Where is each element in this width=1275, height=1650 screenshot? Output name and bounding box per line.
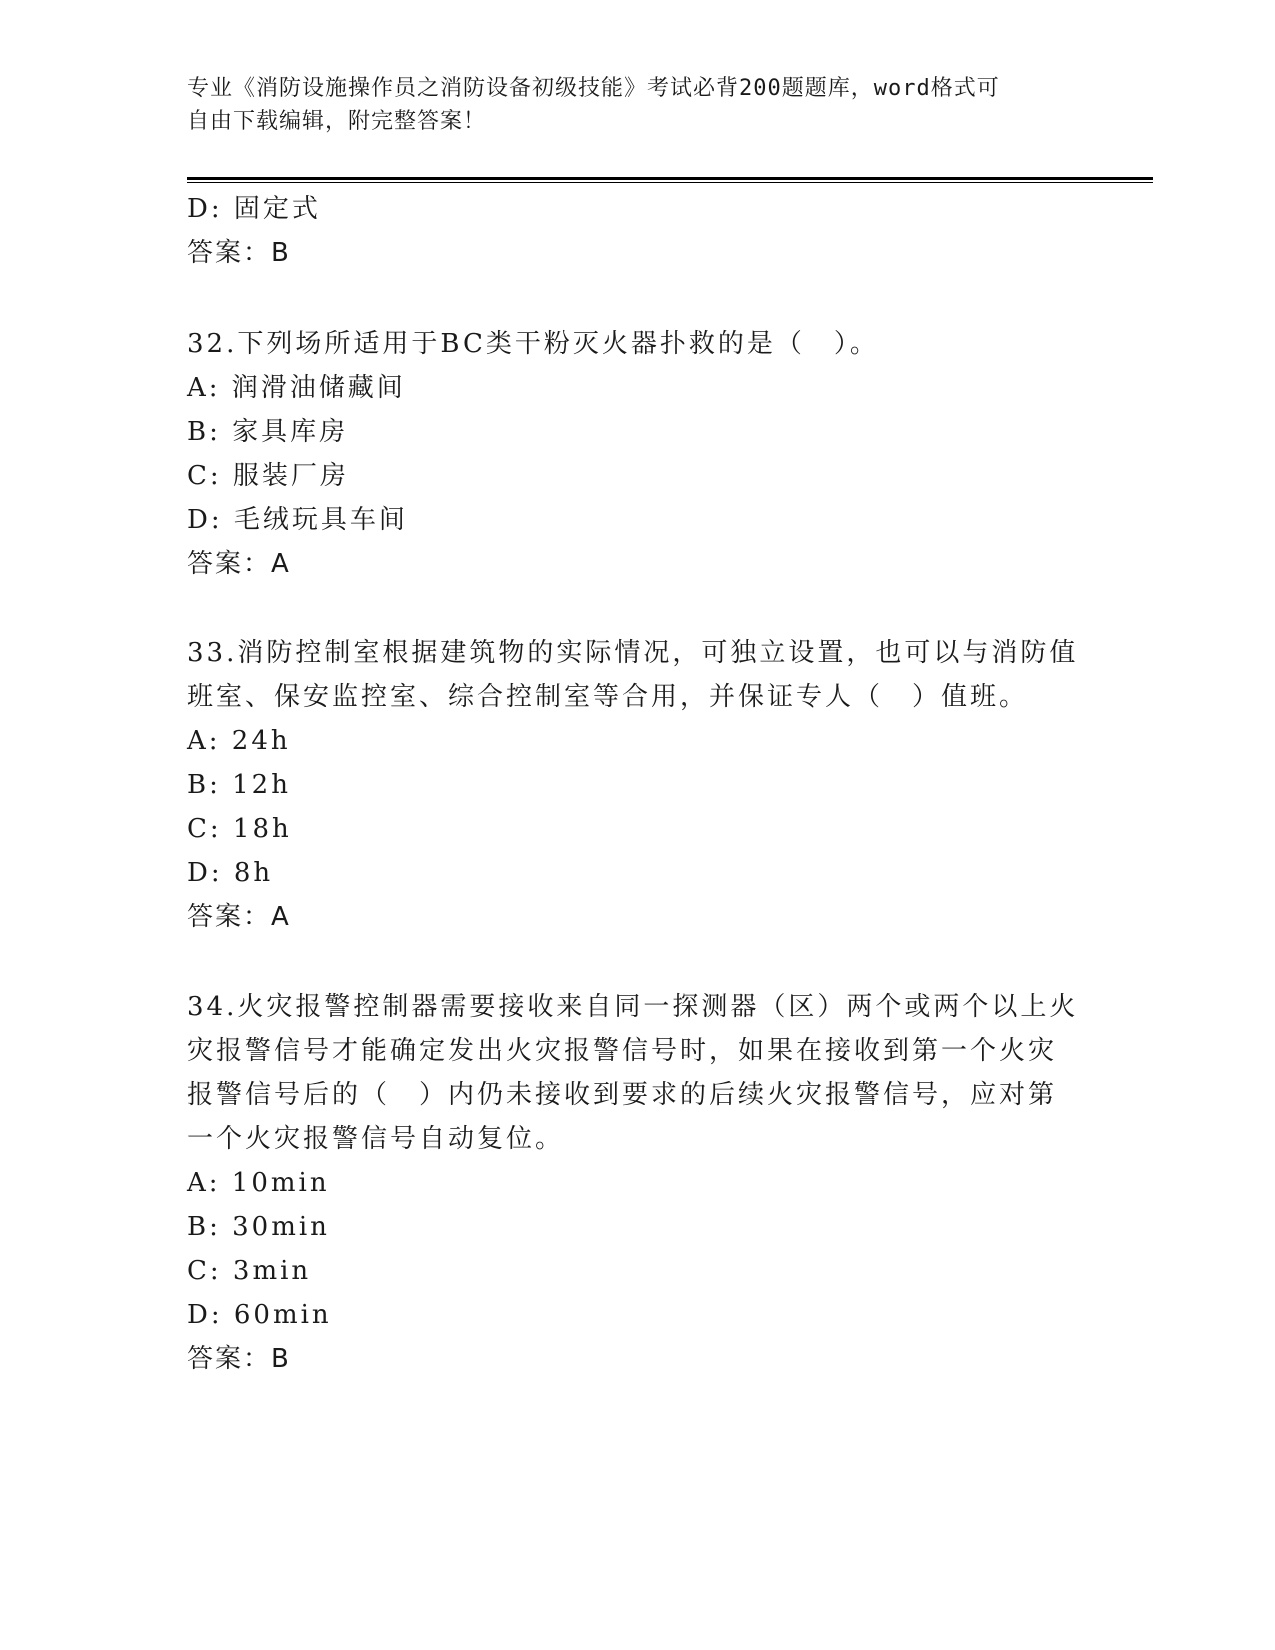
q34-stem-line-3: 报警信号后的（ ）内仍未接收到要求的后续火灾报警信号，应对第 bbox=[187, 1080, 1058, 1110]
header-divider-thick bbox=[187, 177, 1153, 180]
q34-option-c: C: 3min bbox=[187, 1256, 312, 1286]
q32-answer: 答案：A bbox=[187, 549, 291, 579]
q32-stem: 32.下列场所适用于BC类干粉灭火器扑救的是（ ）。 bbox=[187, 329, 879, 359]
q32-option-a: A: 润滑油储藏间 bbox=[187, 373, 406, 403]
header-divider-thin bbox=[187, 182, 1153, 183]
q34-stem-line-1: 34.火灾报警控制器需要接收来自同一探测器（区）两个或两个以上火 bbox=[187, 992, 1079, 1022]
q34-option-a: A: 10min bbox=[187, 1168, 330, 1198]
q33-option-a: A: 24h bbox=[187, 726, 291, 756]
q33-answer: 答案：A bbox=[187, 902, 291, 932]
q34-stem-line-4: 一个火灾报警信号自动复位。 bbox=[187, 1124, 565, 1154]
header-line-2: 自由下载编辑，附完整答案！ bbox=[187, 109, 487, 134]
q32-option-c: C: 服装厂房 bbox=[187, 461, 349, 491]
prev-option-d: D: 固定式 bbox=[187, 194, 321, 224]
q33-option-d: D: 8h bbox=[187, 858, 274, 888]
q34-answer: 答案：B bbox=[187, 1344, 291, 1374]
q33-option-b: B: 12h bbox=[187, 770, 291, 800]
document-header bbox=[187, 72, 1087, 138]
q34-option-d: D: 60min bbox=[187, 1300, 332, 1330]
q33-stem-line-1: 33.消防控制室根据建筑物的实际情况，可独立设置，也可以与消防值 bbox=[187, 638, 1079, 668]
prev-answer: 答案：B bbox=[187, 238, 291, 268]
q32-option-b: B: 家具库房 bbox=[187, 417, 349, 447]
q34-option-b: B: 30min bbox=[187, 1212, 330, 1242]
q32-option-d: D: 毛绒玩具车间 bbox=[187, 505, 408, 535]
header-line-1: 专业《消防设施操作员之消防设备初级技能》考试必背200题题库，word格式可 bbox=[187, 76, 1000, 101]
q34-stem-line-2: 灾报警信号才能确定发出火灾报警信号时，如果在接收到第一个火灾 bbox=[187, 1036, 1058, 1066]
q33-option-c: C: 18h bbox=[187, 814, 292, 844]
q33-stem-line-2: 班室、保安监控室、综合控制室等合用，并保证专人（ ）值班。 bbox=[187, 682, 1029, 712]
